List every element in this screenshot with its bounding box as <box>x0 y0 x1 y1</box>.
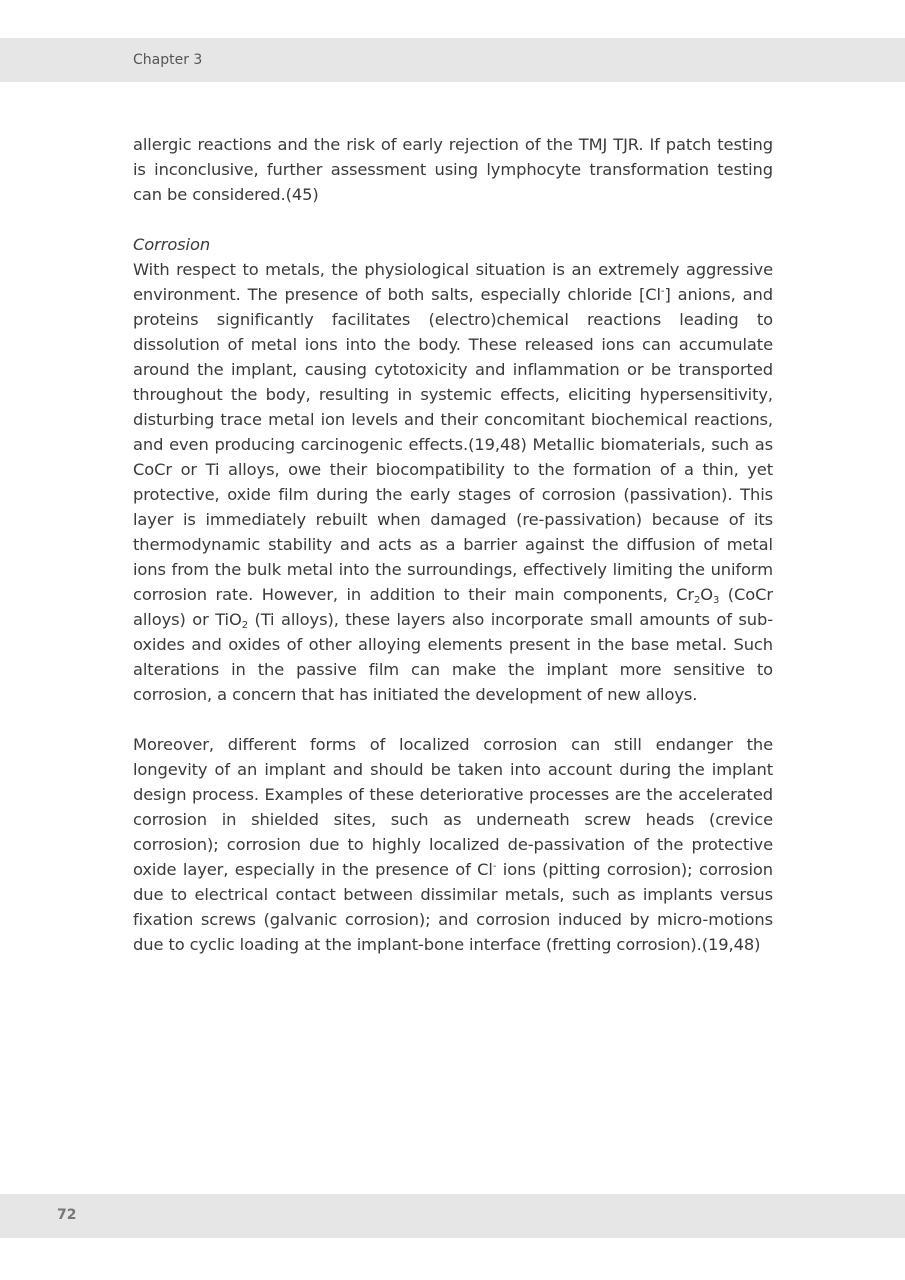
paragraph-localized-corrosion <box>133 732 773 957</box>
chapter-label: Chapter 3 <box>133 52 203 68</box>
subscript: 3 <box>712 595 720 606</box>
text-run: (Ti alloys), these layers also incorporate small amounts of sub-oxides and oxides of other alloying elements present in the base metal. Such alterations in the passive film can make the implant more sensitive to corrosion, a concern that has initiated the development of new alloys. <box>133 610 774 704</box>
body-text <box>133 132 773 957</box>
superscript: - <box>660 286 665 297</box>
text-run: ions (pitting corrosion); corrosion due to electrical contact between dissimilar metals, such as implants versus fixation screws (galvanic corrosion); and corrosion induced by micro-motions due to cyclic loading at the implant-bone interface (fretting corrosion).(19,48) <box>133 860 774 954</box>
subscript: 2 <box>241 620 248 631</box>
superscript: - <box>492 861 497 872</box>
paragraph-corrosion <box>133 257 773 707</box>
running-header <box>0 38 905 82</box>
text-run: With respect to metals, the physiological situation is an extremely aggressive environment. The presence of both salts, especially chloride [Cl <box>133 260 773 304</box>
running-footer <box>0 1194 905 1238</box>
page-number: 72 <box>57 1207 77 1223</box>
paragraph-continuation: allergic reactions and the risk of early rejection of the TMJ TJR. If patch testing is inconclusive, further assessment using lymphocyte transformation testing can be considered.(45) <box>133 135 773 204</box>
text-run: ] anions, and proteins significantly facilitates (electro)chemical reactions leading to dissolution of metal ions into the body. These released ions can accumulate around the implant, causing cytotoxicity and inflammation or be transported throughout the body, resulting in systemic effects, eliciting hypersensitivity, disturbing trace metal ion levels and their concomitant biochemical reactions, and even producing carcinogenic effects.(19,48) Metallic biomaterials, such as CoCr or Ti alloys, owe their biocompatibility to the formation of a thin, yet protective, oxide film during the early stages of corrosion (passivation). This layer is immediately rebuilt when damaged (re-passivation) because of its thermodynamic stability and acts as a barrier against the diffusion of metal ions from the bulk metal into the surroundings, effectively limiting the uniform corrosion rate. However, in addition to their main components, Cr <box>133 285 773 604</box>
section-heading: Corrosion <box>133 235 211 254</box>
text-run: O <box>700 585 713 604</box>
subscript: 2 <box>694 595 701 606</box>
text-run: Moreover, different forms of localized corrosion can still endanger the longevity of an implant and should be taken into account during the implant design process. Examples of these deteriorative processes are the accelerated corrosion in shielded sites, such as underneath screw heads (crevice corrosion); corrosion due to highly localized de-passivation of the protective oxide layer, especially in the presence of Cl <box>133 735 773 879</box>
text-run: (CoCr alloys) or TiO <box>133 585 773 629</box>
